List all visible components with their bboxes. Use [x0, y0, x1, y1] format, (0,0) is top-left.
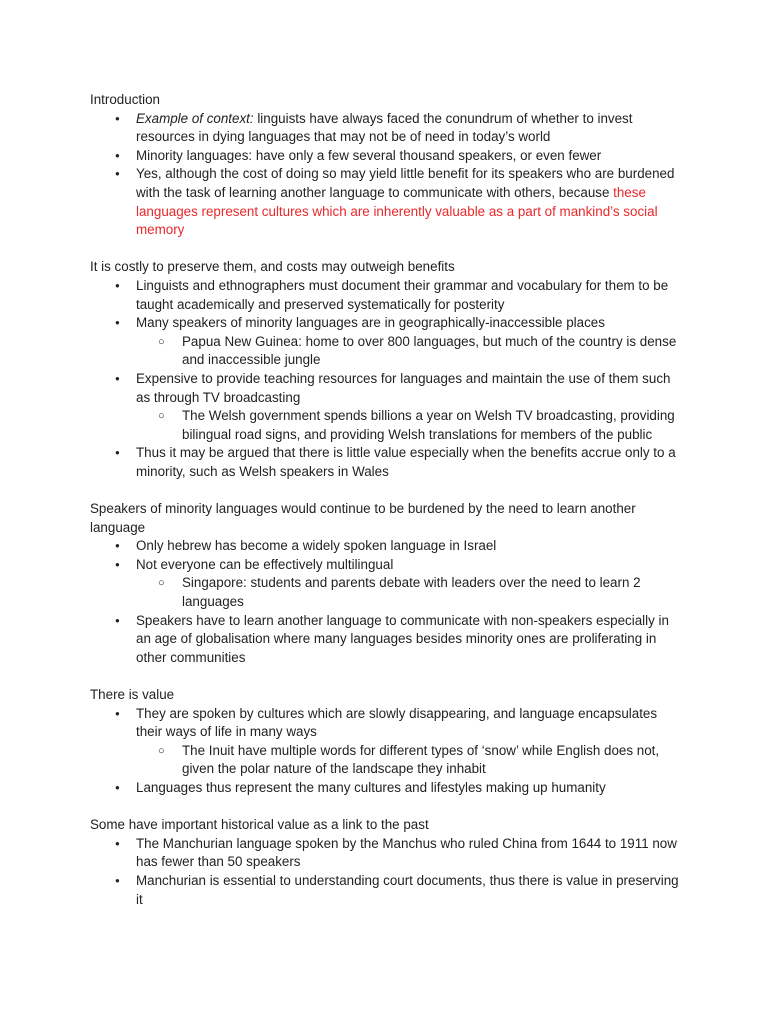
- sub-bullet-list: [136, 574, 680, 611]
- section-costly: [90, 258, 680, 481]
- sub-list-item-text: The Inuit have multiple words for different types of ‘snow’ while English does not, given the polar nature of the landscape they inhabit: [182, 742, 660, 777]
- list-item: [90, 277, 680, 314]
- section-historical: [90, 816, 680, 909]
- highlighted-text: these languages represent cultures which are inherently valuable as a part of mankind’s social memory: [136, 184, 658, 238]
- bullet-list: [90, 277, 680, 482]
- list-item-text: Speakers have to learn another language to communicate with non-speakers especially in an age of globalisation where many languages besides minority ones are proliferating in other communities: [136, 612, 669, 665]
- section-burdened: [90, 500, 680, 667]
- bullet-list: [90, 110, 680, 240]
- section-heading: Some have important historical value as a link to the past: [90, 817, 429, 833]
- italic-lead: Example of context:: [136, 110, 254, 126]
- list-item-text: Languages thus represent the many cultures and lifestyles making up humanity: [136, 779, 606, 795]
- list-item: [90, 612, 680, 668]
- list-item: [90, 872, 680, 909]
- sub-bullet-list: [136, 333, 680, 370]
- section-heading: Introduction: [90, 92, 160, 107]
- list-item: [90, 835, 680, 872]
- section-heading: There is value: [90, 687, 175, 702]
- bullet-list: [90, 537, 680, 667]
- sub-list-item: [136, 574, 680, 611]
- sub-bullet-list: [136, 407, 680, 444]
- list-item-text: Thus it may be argued that there is little value especially when the benefits accrue only to a minority, such as Welsh speakers in Wales: [136, 445, 676, 479]
- list-item: [90, 165, 680, 239]
- document-body: [90, 91, 680, 928]
- sub-list-item: [136, 742, 680, 779]
- section-heading: It is costly to preserve them, and costs may outweigh benefits: [90, 259, 455, 275]
- list-item-text: Manchurian is essential to understanding court documents, thus there is value in preserving it: [136, 872, 679, 907]
- list-item-text: Expensive to provide teaching resources for languages and maintain the use of them such as through TV broadcasting: [136, 370, 671, 405]
- bullet-list: [90, 705, 680, 798]
- sub-list-item-text: The Welsh government spends billions a year on Welsh TV broadcasting, providing bilingual road signs, and providing Welsh translations for members of the public: [182, 408, 675, 442]
- list-item: [90, 537, 680, 556]
- sub-list-item-text: Papua New Guinea: home to over 800 languages, but much of the country is dense and inaccessible jungle: [182, 333, 677, 368]
- list-item-text: Linguists and ethnographers must document their grammar and vocabulary for them to be taught academically and preserved systematically for posterity: [136, 277, 669, 312]
- list-item: [90, 147, 680, 166]
- sub-list-item: [136, 333, 680, 370]
- list-item-text: Not everyone can be effectively multilingual: [136, 556, 394, 572]
- sub-list-item-text: Singapore: students and parents debate with leaders over the need to learn 2 languages: [182, 575, 641, 610]
- section-heading: Speakers of minority languages would continue to be burdened by the need to learn another language: [90, 501, 636, 535]
- sub-list-item: [136, 407, 680, 444]
- section-introduction: [90, 91, 680, 240]
- list-item-text: The Manchurian language spoken by the Manchus who ruled China from 1644 to 1911 now has fewer than 50 speakers: [136, 835, 677, 870]
- list-item-text: Only hebrew has become a widely spoken language in Israel: [136, 538, 497, 554]
- list-item-text: Many speakers of minority languages are in geographically-inaccessible places: [136, 315, 605, 331]
- list-item: [90, 705, 680, 779]
- list-item-text: They are spoken by cultures which are slowly disappearing, and language encapsulates their ways of life in many ways: [136, 705, 658, 740]
- list-item: [90, 110, 680, 147]
- list-item: [90, 779, 680, 798]
- section-value: [90, 686, 680, 798]
- list-item: [90, 444, 680, 481]
- list-item: [90, 370, 680, 444]
- list-item: [90, 556, 680, 612]
- list-item-text: Yes, although the cost of doing so may yield little benefit for its speakers who are burdened with the task of learning another language to communicate with others, because: [136, 166, 675, 200]
- sub-bullet-list: [136, 742, 680, 779]
- list-item: [90, 314, 680, 370]
- list-item-text: Minority languages: have only a few several thousand speakers, or even fewer: [136, 147, 602, 163]
- bullet-list: [90, 835, 680, 909]
- list-item-text: linguists have always faced the conundrum of whether to invest resources in dying languages that may not be of need in today’s world: [136, 110, 633, 145]
